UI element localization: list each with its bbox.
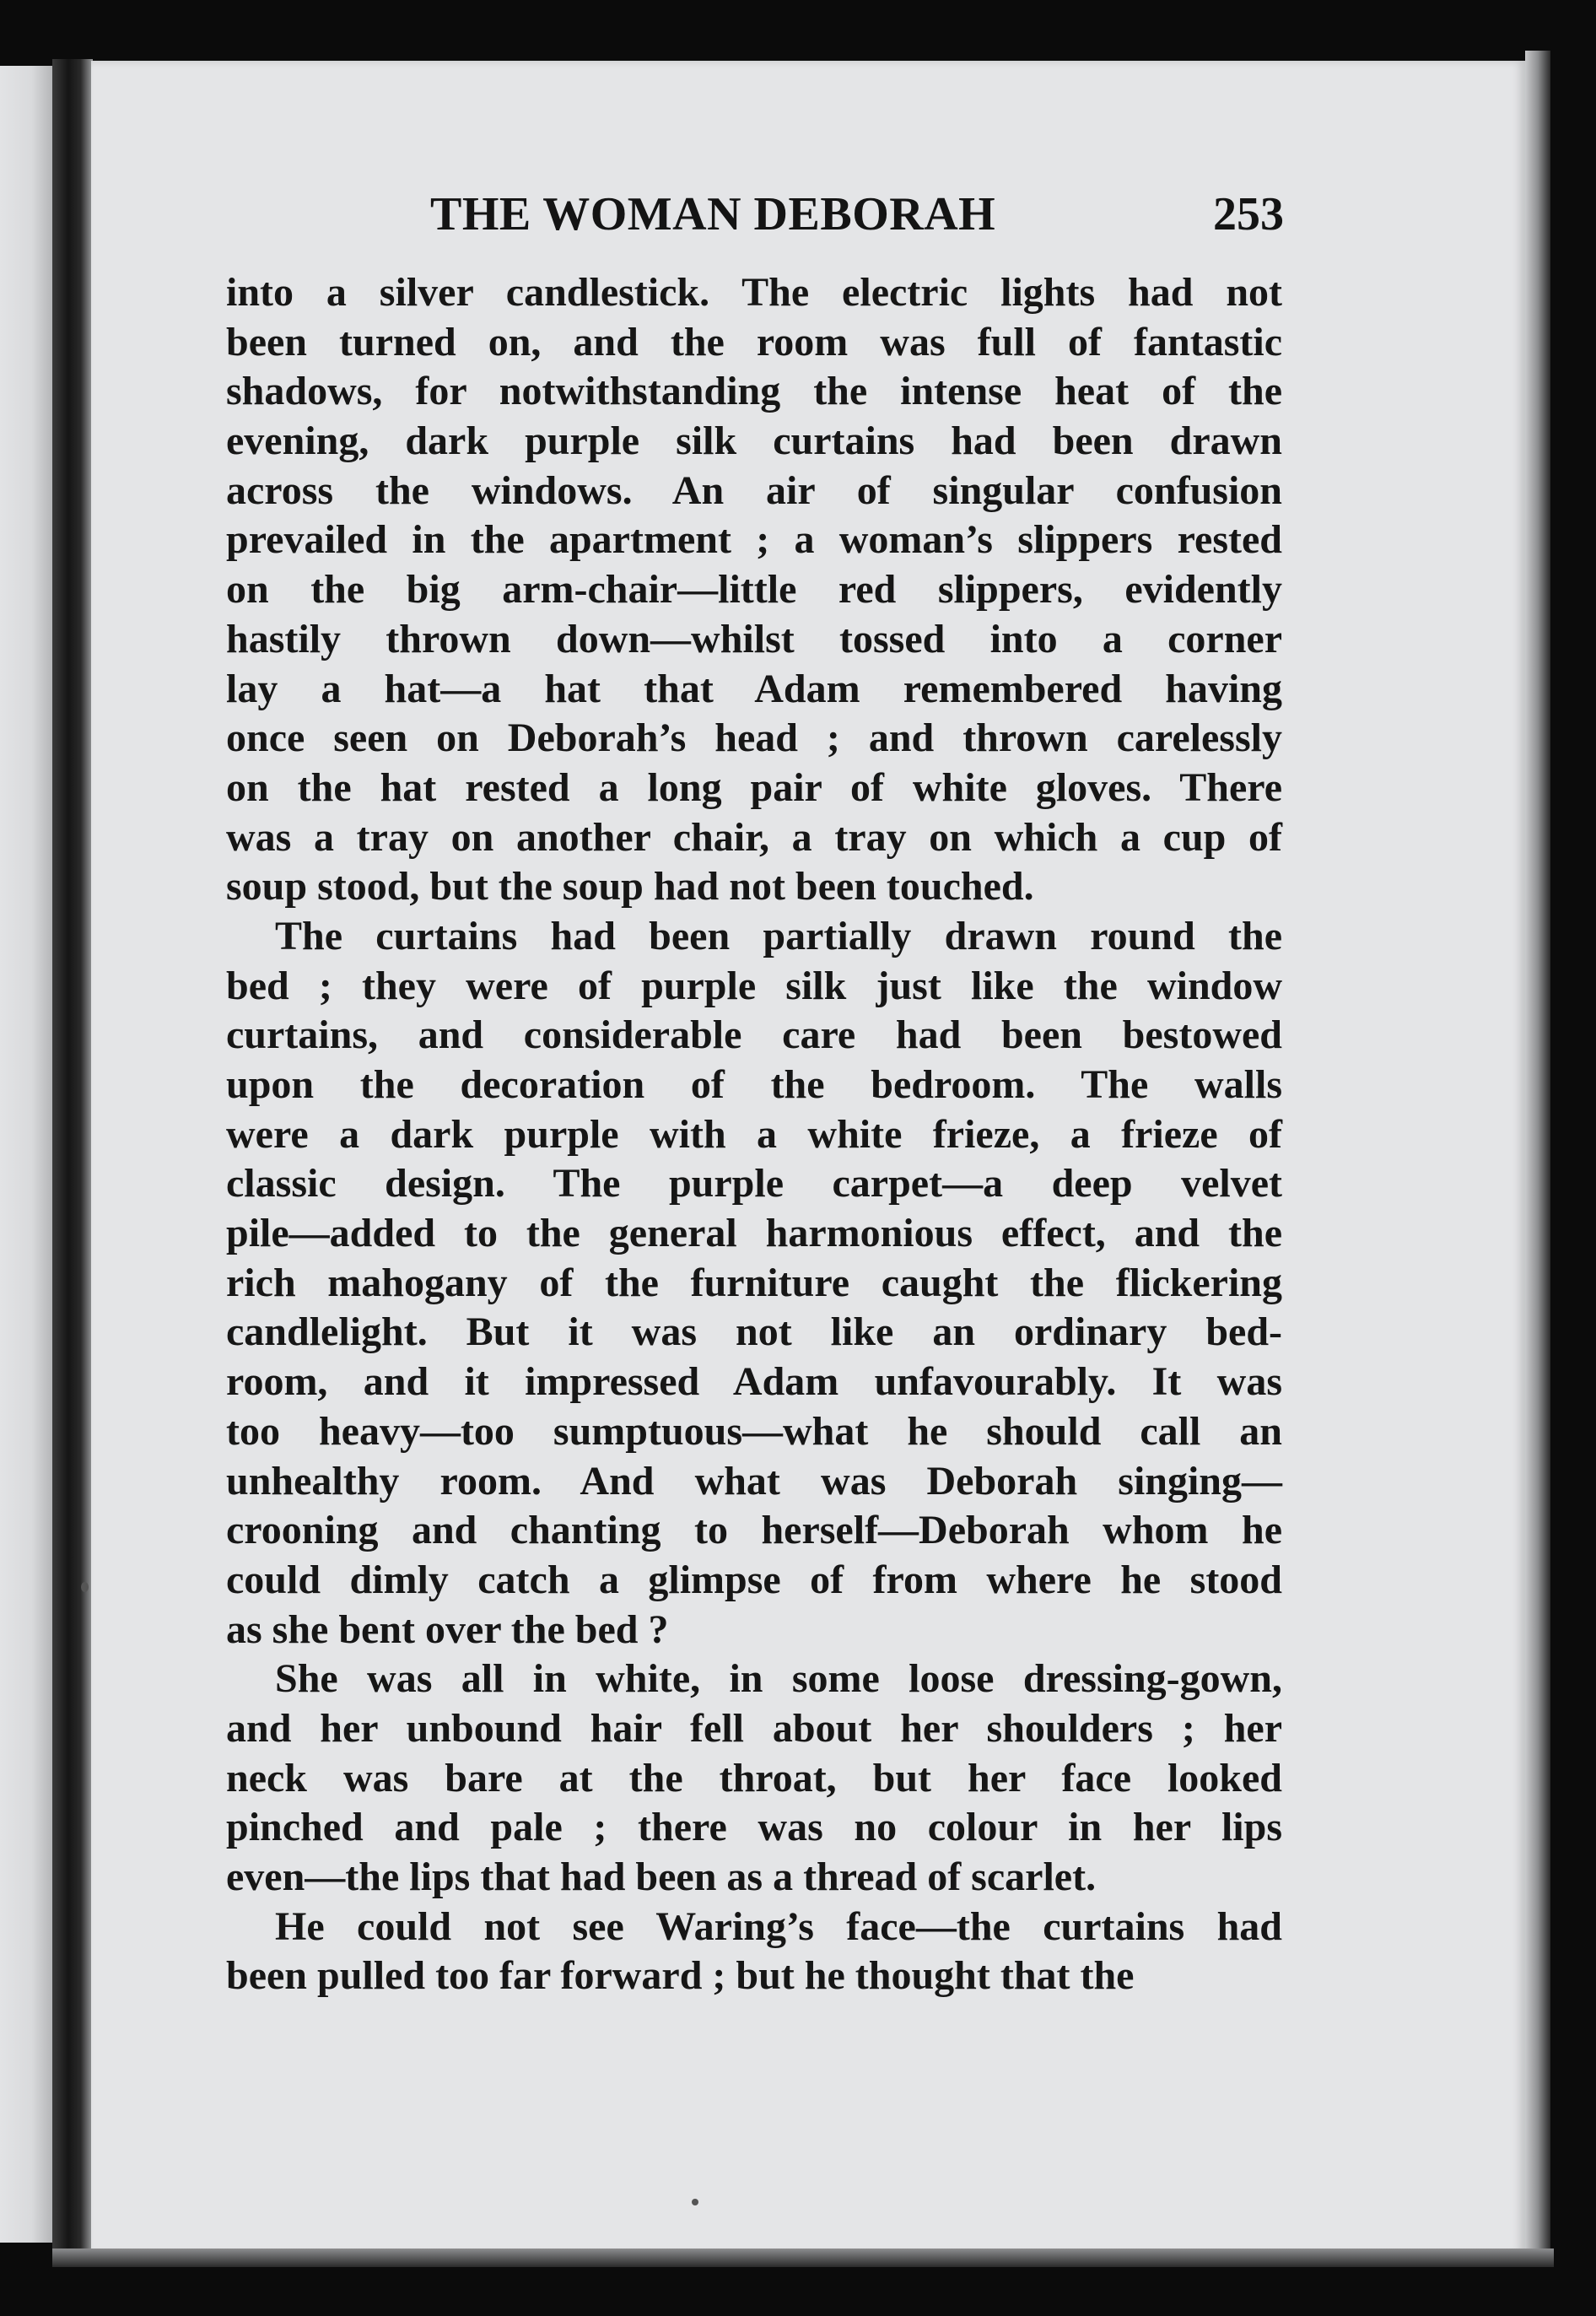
text-line: bed ; they were of purple silk just like the window: [226, 963, 1282, 1008]
text-line: shadows, for notwithstanding the intense heat of the: [226, 369, 1282, 414]
text-line: pile—added to the general harmonious effect, and the: [226, 1211, 1282, 1256]
paragraph: [226, 1655, 1282, 1902]
text-line: classic design. The purple carpet—a deep velvet: [226, 1161, 1282, 1207]
text-line: soup stood, but the soup had not been touched.: [226, 864, 1034, 910]
text-line: was a tray on another chair, a tray on which a cup of: [226, 814, 1282, 860]
text-line: been turned on, and the room was full of fantastic: [226, 319, 1282, 364]
text-line: could dimly catch a glimpse of from where he stood: [226, 1557, 1282, 1602]
page-bottom-edge: [52, 2249, 1554, 2267]
book-gutter: [52, 59, 93, 2253]
text-line: He could not see Waring’s face—the curtains had: [275, 1903, 1282, 1949]
text-line: even—the lips that had been as a thread of scarlet.: [226, 1854, 1097, 1899]
text-line: and her unbound hair fell about her shoulders ; her: [226, 1705, 1282, 1751]
text-line: into a silver candlestick. The electric lights had not: [226, 270, 1282, 315]
text-line: neck was bare at the throat, but her face looked: [226, 1755, 1282, 1800]
text-line: been pulled too far forward ; but he thought that the: [226, 1953, 1135, 1999]
page-number: 253: [1213, 188, 1284, 240]
text-line: evening, dark purple silk curtains had been drawn: [226, 418, 1282, 464]
text-line: on the hat rested a long pair of white gloves. There: [226, 764, 1282, 810]
text-line: unhealthy room. And what was Deborah singing—: [226, 1458, 1282, 1504]
text-line: as she bent over the bed ?: [226, 1606, 669, 1652]
text-line: rich mahogany of the furniture caught the flickering: [226, 1260, 1282, 1305]
paragraph: [226, 1903, 1282, 2001]
page-right-edge: [1525, 51, 1550, 2261]
text-line: hastily thrown down—whilst tossed into a corner: [226, 616, 1282, 661]
text-line: crooning and chanting to herself—Deborah whom he: [226, 1508, 1282, 1553]
speck-mark: [81, 1582, 89, 1592]
body-text: [226, 268, 1282, 2001]
text-line: across the windows. An air of singular confusion: [226, 467, 1282, 513]
facing-page-edge: [0, 66, 52, 2243]
text-line: too heavy—too sumptuous—what he should call an: [226, 1408, 1282, 1454]
speck-mark: [692, 2199, 698, 2205]
text-line: room, and it impressed Adam unfavourably. It was: [226, 1359, 1282, 1405]
text-line: once seen on Deborah’s head ; and thrown carelessly: [226, 715, 1282, 761]
text-line: prevailed in the apartment ; a woman’s slippers rested: [226, 517, 1282, 563]
text-line: upon the decoration of the bedroom. The walls: [226, 1062, 1282, 1107]
paragraph: [226, 912, 1282, 1655]
running-title: THE WOMAN DEBORAH: [430, 188, 996, 240]
text-line: on the big arm-chair—little red slippers, evidently: [226, 567, 1282, 613]
text-line: candlelight. But it was not like an ordinary bed-: [226, 1309, 1282, 1355]
text-line: pinched and pale ; there was no colour in her lips: [226, 1805, 1282, 1850]
text-line: The curtains had been partially drawn round the: [275, 913, 1282, 958]
text-line: were a dark purple with a white frieze, a frieze of: [226, 1111, 1282, 1157]
text-line: lay a hat—a hat that Adam remembered having: [226, 666, 1282, 711]
text-line: curtains, and considerable care had been bestowed: [226, 1012, 1282, 1058]
text-line: She was all in white, in some loose dressing-gown,: [275, 1656, 1282, 1702]
paragraph: [226, 268, 1282, 912]
running-head: [430, 187, 1284, 246]
